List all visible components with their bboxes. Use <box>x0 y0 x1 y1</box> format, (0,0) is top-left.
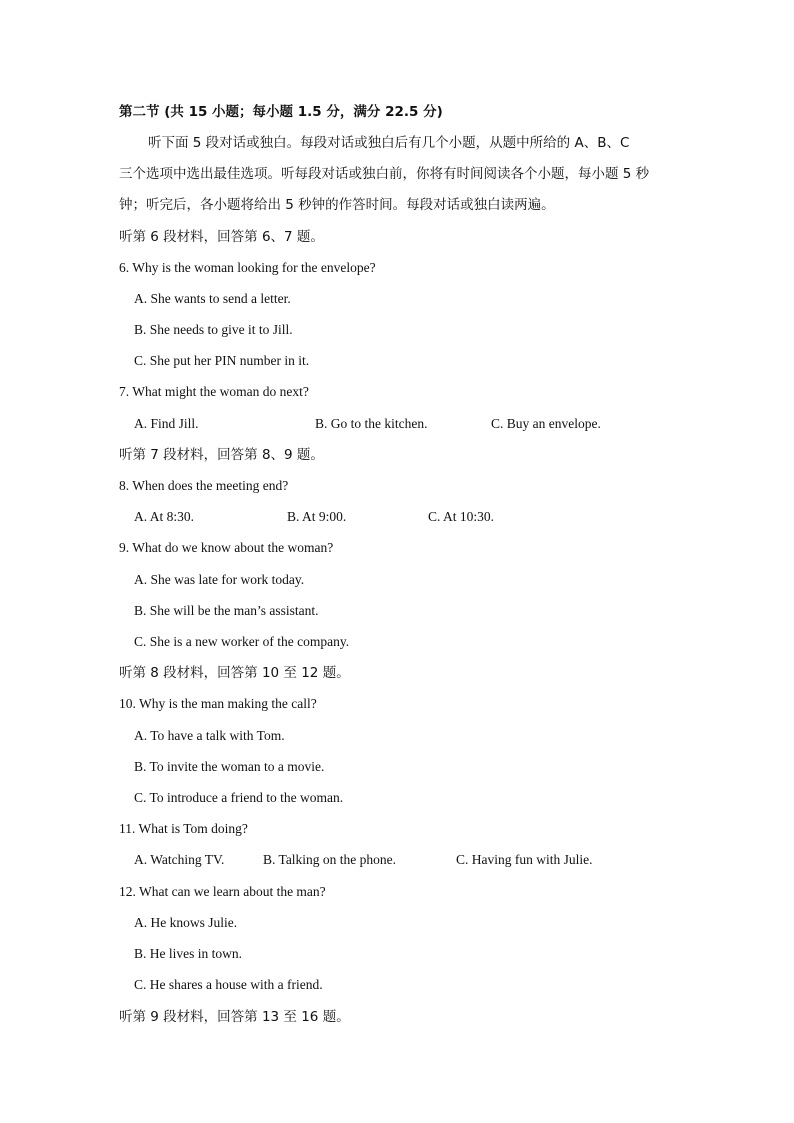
question-7-option-b: B. Go to the kitchen. <box>315 416 428 431</box>
question-10-option-a: A. To have a talk with Tom. <box>134 728 285 743</box>
question-11: 11. What is Tom doing? <box>119 821 248 836</box>
question-11-option-b: B. Talking on the phone. <box>263 852 397 867</box>
question-7: 7. What might the woman do next? <box>119 384 309 399</box>
question-10-option-b: B. To invite the woman to a movie. <box>134 759 325 774</box>
question-8-option-b: B. At 9:00. <box>287 509 347 524</box>
question-8-option-c: C. At 10:30. <box>428 509 495 524</box>
passage-9-heading: 听第 9 段材料，回答第 13 至 16 题。 <box>119 1009 350 1025</box>
question-12-option-a: A. He knows Julie. <box>134 915 238 930</box>
question-12: 12. What can we learn about the man? <box>119 884 326 899</box>
question-7-option-a: A. Find Jill. <box>134 416 199 431</box>
question-6-option-a: A. She wants to send a letter. <box>134 291 291 306</box>
question-6-option-c: C. She put her PIN number in it. <box>134 353 310 368</box>
instructions-line-2: 三个选项中选出最佳选项。听每段对话或独白前，你将有时间阅读各个小题，每小题 5 秒 <box>119 166 650 182</box>
question-7-option-c: C. Buy an envelope. <box>491 416 601 431</box>
passage-6-heading: 听第 6 段材料，回答第 6、7 题。 <box>119 229 324 245</box>
question-8: 8. When does the meeting end? <box>119 478 289 493</box>
question-8-option-a: A. At 8:30. <box>134 509 195 524</box>
section-header: 第二节 (共 15 小题；每小题 1.5 分，满分 22.5 分) <box>119 104 443 120</box>
question-11-option-a: A. Watching TV. <box>134 852 225 867</box>
instructions-line-1: 听下面 5 段对话或独白。每段对话或独白后有几个小题，从题中所给的 A、B、C <box>148 135 630 151</box>
question-11-option-c: C. Having fun with Julie. <box>456 852 593 867</box>
passage-7-heading: 听第 7 段材料，回答第 8、9 题。 <box>119 447 324 463</box>
question-12-option-b: B. He lives in town. <box>134 946 242 961</box>
question-10-option-c: C. To introduce a friend to the woman. <box>134 790 344 805</box>
question-6-option-b: B. She needs to give it to Jill. <box>134 322 293 337</box>
question-10: 10. Why is the man making the call? <box>119 696 317 711</box>
question-9-option-b: B. She will be the man’s assistant. <box>134 603 319 618</box>
question-9-option-a: A. She was late for work today. <box>134 572 305 587</box>
question-9: 9. What do we know about the woman? <box>119 540 334 555</box>
passage-8-heading: 听第 8 段材料，回答第 10 至 12 题。 <box>119 665 350 681</box>
question-9-option-c: C. She is a new worker of the company. <box>134 634 350 649</box>
question-6: 6. Why is the woman looking for the envelope? <box>119 260 376 275</box>
instructions-line-3: 钟；听完后，各小题将给出 5 秒钟的作答时间。每段对话或独白读两遍。 <box>119 197 555 213</box>
question-12-option-c: C. He shares a house with a friend. <box>134 977 323 992</box>
